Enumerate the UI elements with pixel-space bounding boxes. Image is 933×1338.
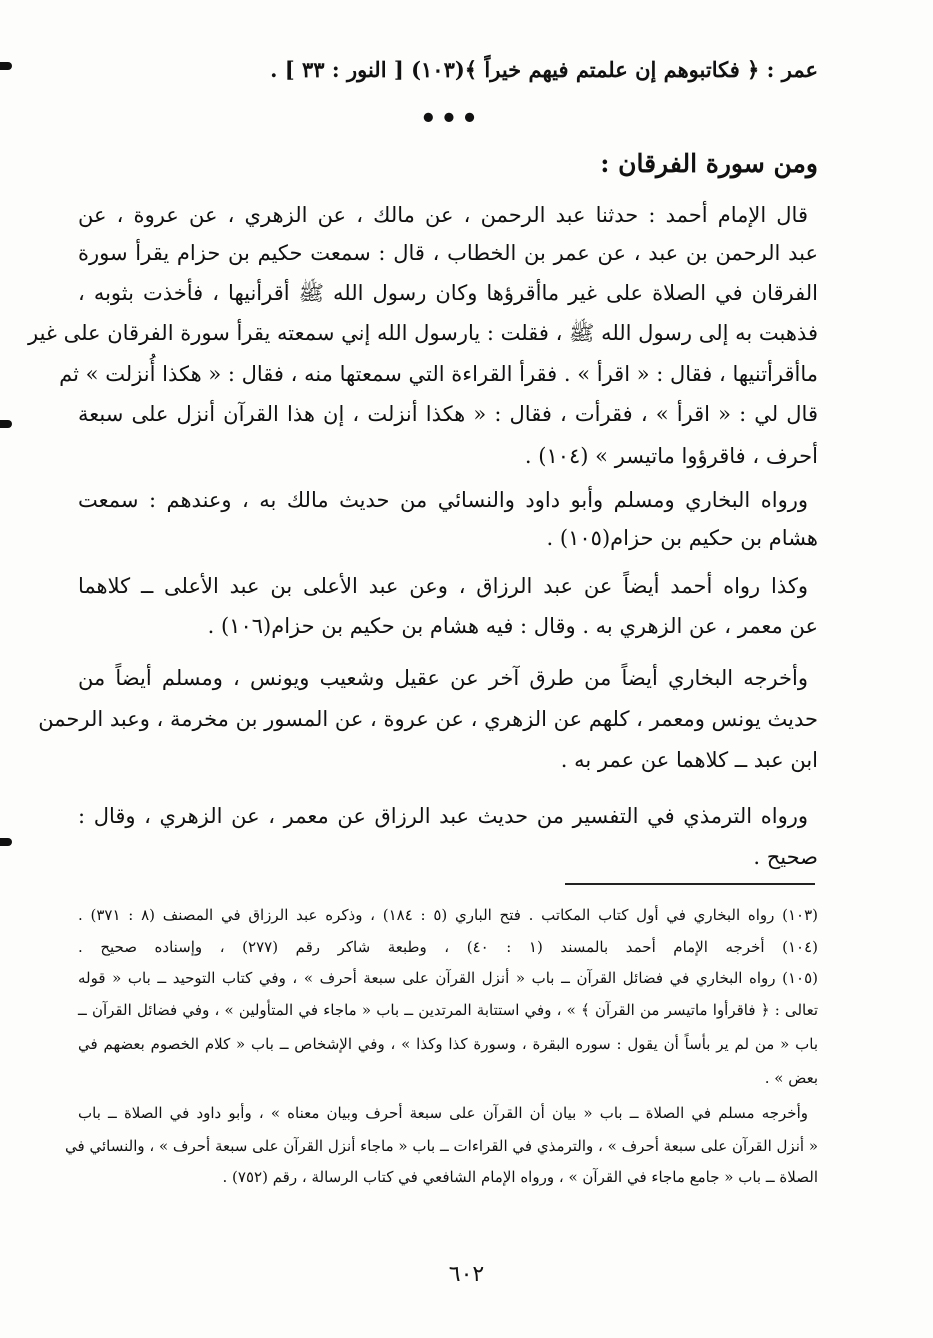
footnote-line: (١٠٤) أخرجه الإمام أحمد بالمسند (١ : ٤٠) ، وطبعة شاكر رقم (٢٧٧) ، وإسناده صحيح . — [78, 938, 818, 956]
footnote-line: الصلاة ــ باب « جامع ماجاء في القرآن » ، ورواه الإمام الشافعي في كتاب الرسالة ، رقم (٧٥٢) . — [222, 1168, 818, 1186]
section-heading: ومن سورة الفرقان : — [600, 149, 818, 178]
footnote-divider — [565, 883, 815, 885]
text-line: ماأقرأتنيها ، فقال : « اقرأ » . فقرأ القراءة التي سمعتها منه ، فقال : « هكذا أُنزلت » ثم — [59, 362, 818, 386]
verse-reference-line: عمر : ﴿ فكاتبوهم إن علمتم فيهم خيراً ﴾(١٠٣) [ النور : ٣٣ ] . — [270, 57, 818, 82]
text-line: فذهبت به إلى رسول الله ﷺ ، فقلت : يارسول الله إني سمعته يقرأ سورة الفرقان على غير — [27, 321, 818, 345]
text-line: هشام بن حكيم بن حزام(١٠٥) . — [546, 526, 818, 550]
footnote-line: تعالى : ﴿ فاقرأوا ماتيسر من القرآن ﴾ » ، وفي استتابة المرتدين ــ باب « ماجاء في المتأولين » ، وفي فضائل القرآن ــ — [78, 1001, 818, 1019]
text-line: صحيح . — [753, 845, 818, 869]
text-line: الفرقان في الصلاة على غير ماأقرؤها وكان رسول الله ﷺ أقرأنيها ، فأخذت بثوبه ، — [78, 281, 818, 305]
footnote-line: « أنزل القرآن على سبعة أحرف » ، والترمذي في القراءات ــ باب « ماجاء أنزل القرآن على سبعة أحرف » ، والنسائي في — [65, 1137, 818, 1155]
text-line: ابن عبد ــ كلاهما عن عمر به . — [560, 748, 818, 772]
footnote-line: (١٠٥) رواه البخاري في فضائل القرآن ــ باب « أنزل القرآن على سبعة أحرف » ، وفي كتاب التوحيد ــ باب « قوله — [78, 969, 818, 987]
text-line: وأخرجه البخاري أيضاً من طرق آخر عن عقيل وشعيب ويونس ، ومسلم أيضاً من — [78, 666, 808, 690]
text-line: ورواه الترمذي في التفسير من حديث عبد الرزاق عن معمر ، عن الزهري ، وقال : — [78, 804, 808, 828]
scan-edge-mark — [0, 62, 12, 70]
footnote-line: باب « من لم ير بأساً أن يقول : سوره البقرة ، وسورة كذا وكذا » ، وفي الإشخاص ــ باب « كلام الخصوم بعضهم في — [78, 1035, 818, 1053]
section-separator: ••• — [420, 104, 482, 134]
text-line: قال لي : « اقرأ » ، فقرأت ، فقال : « هكذا أنزلت ، إن هذا القرآن أنزل على سبعة — [78, 402, 818, 426]
text-line: وكذا رواه أحمد أيضاً عن عبد الرزاق ، وعن عبد الأعلى بن عبد الأعلى ــ كلاهما — [78, 574, 808, 598]
text-line: ورواه البخاري ومسلم وأبو داود والنسائي من حديث مالك به ، وعندهم : سمعت — [78, 488, 808, 512]
scan-edge-mark — [0, 838, 12, 846]
footnote-line: وأخرجه مسلم في الصلاة ــ باب « بيان أن القرآن على سبعة أحرف وبيان معناه » ، وأبو داود في الصلاة ــ باب — [78, 1104, 808, 1122]
text-line: أحرف ، فاقرؤوا ماتيسر » (١٠٤) . — [524, 444, 818, 468]
text-line: حديث يونس ومعمر ، كلهم عن الزهري ، عن عروة ، عن المسور بن مخرمة ، وعبد الرحمن — [38, 707, 818, 731]
text-line: عبد الرحمن بن عبد ، عن عمر بن الخطاب ، قال : سمعت حكيم بن حزام يقرأ سورة — [78, 241, 818, 265]
page-number: ٦٠٢ — [448, 1262, 485, 1287]
text-line: قال الإمام أحمد : حدثنا عبد الرحمن ، عن مالك ، عن الزهري ، عن عروة ، عن — [78, 203, 808, 227]
footnote-line: (١٠٣) رواه البخاري في أول كتاب المكاتب . فتح الباري (٥ : ١٨٤) ، وذكره عبد الرزاق في المصنف (٨ : ٣٧١) . — [78, 906, 819, 924]
text-line: عن معمر ، عن الزهري به . وقال : فيه هشام بن حكيم بن حزام(١٠٦) . — [207, 614, 818, 638]
footnote-line: بعض » . — [764, 1069, 818, 1087]
scan-edge-mark — [0, 420, 12, 428]
